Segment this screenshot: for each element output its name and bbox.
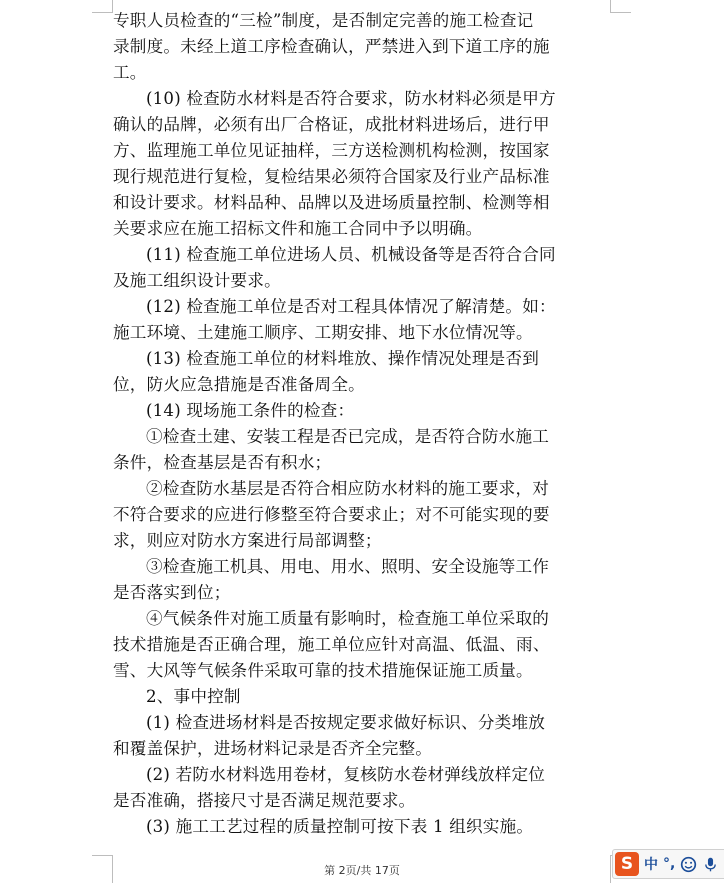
text-line: 雪、大风等气候条件采取可靠的技术措施保证施工质量。 — [113, 661, 533, 680]
text-line: ②检查防水基层是否符合相应防水材料的施工要求，对 — [146, 479, 550, 498]
text-line: (3) 施工工艺过程的质量控制可按下表 1 组织实施。 — [146, 817, 534, 836]
text-line: (10) 检查防水材料是否符合要求，防水材料必须是甲方 — [146, 89, 556, 108]
text-line: (13) 检查施工单位的材料堆放、操作情况处理是否到 — [146, 349, 540, 368]
text-line: 是否落实到位； — [113, 583, 231, 602]
text-line: ③检查施工机具、用电、用水、照明、安全设施等工作 — [146, 557, 550, 576]
text-line: 现行规范进行复检，复检结果必须符合国家及行业产品标准 — [113, 167, 550, 186]
text-line: 不符合要求的应进行修整至符合要求止；对不可能实现的要 — [113, 505, 550, 524]
text-line: 技术措施是否正确合理，施工单位应针对高温、低温、雨、 — [113, 635, 550, 654]
text-line: ①检查土建、安装工程是否已完成，是否符合防水施工 — [146, 427, 550, 446]
microphone-icon[interactable] — [702, 856, 719, 873]
text-line: ④气候条件对施工质量有影响时，检查施工单位采取的 — [146, 609, 550, 628]
ime-toolbar[interactable] — [612, 849, 724, 879]
section-heading: 2、事中控制 — [146, 687, 241, 706]
text-line: 求，则应对防水方案进行局部调整； — [113, 531, 382, 550]
sogou-logo-icon[interactable]: S — [615, 852, 639, 876]
ime-language-toggle[interactable]: 中 — [644, 857, 658, 873]
text-line: 方、监理施工单位见证抽样，三方送检测机构检测，按国家 — [113, 141, 550, 160]
text-line: 和覆盖保护，进场材料记录是否齐全完整。 — [113, 739, 433, 758]
text-line: (12) 检查施工单位是否对工程具体情况了解清楚。如： — [146, 297, 556, 316]
text-line: (14) 现场施工条件的检查： — [146, 401, 355, 420]
text-line: 关要求应在施工招标文件和施工合同中予以明确。 — [113, 219, 483, 238]
crop-mark-top-right — [610, 0, 631, 13]
text-line: 位，防火应急措施是否准备周全。 — [113, 375, 365, 394]
document-body — [113, 8, 613, 840]
text-line: (1) 检查进场材料是否按规定要求做好标识、分类堆放 — [146, 713, 546, 732]
text-line: (2) 若防水材料选用卷材，复核防水卷材弹线放样定位 — [146, 765, 546, 784]
text-line: 录制度。未经上道工序检查确认，严禁进入到下道工序的施 — [113, 37, 550, 56]
text-line: 确认的品牌，必须有出厂合格证，成批材料进场后，进行甲 — [113, 115, 550, 134]
emoji-icon[interactable] — [680, 856, 697, 873]
text-line: 专职人员检查的“三检”制度，是否制定完善的施工检查记 — [113, 11, 534, 30]
text-line: 条件，检查基层是否有积水； — [113, 453, 332, 472]
ime-punctuation-toggle[interactable]: °, — [663, 856, 676, 872]
text-line: 施工环境、土建施工顺序、工期安排、地下水位情况等。 — [113, 323, 533, 342]
page-number-footer: 第 2页/共 17页 — [324, 864, 400, 877]
text-line: (11) 检查施工单位进场人员、机械设备等是否符合合同 — [146, 245, 556, 264]
text-line: 和设计要求。材料品种、品牌以及进场质量控制、检测等相 — [113, 193, 550, 212]
text-line: 及施工组织设计要求。 — [113, 271, 281, 290]
crop-mark-top-left — [92, 0, 113, 13]
text-line: 是否准确，搭接尺寸是否满足规范要求。 — [113, 791, 416, 810]
text-line: 工。 — [113, 63, 147, 82]
